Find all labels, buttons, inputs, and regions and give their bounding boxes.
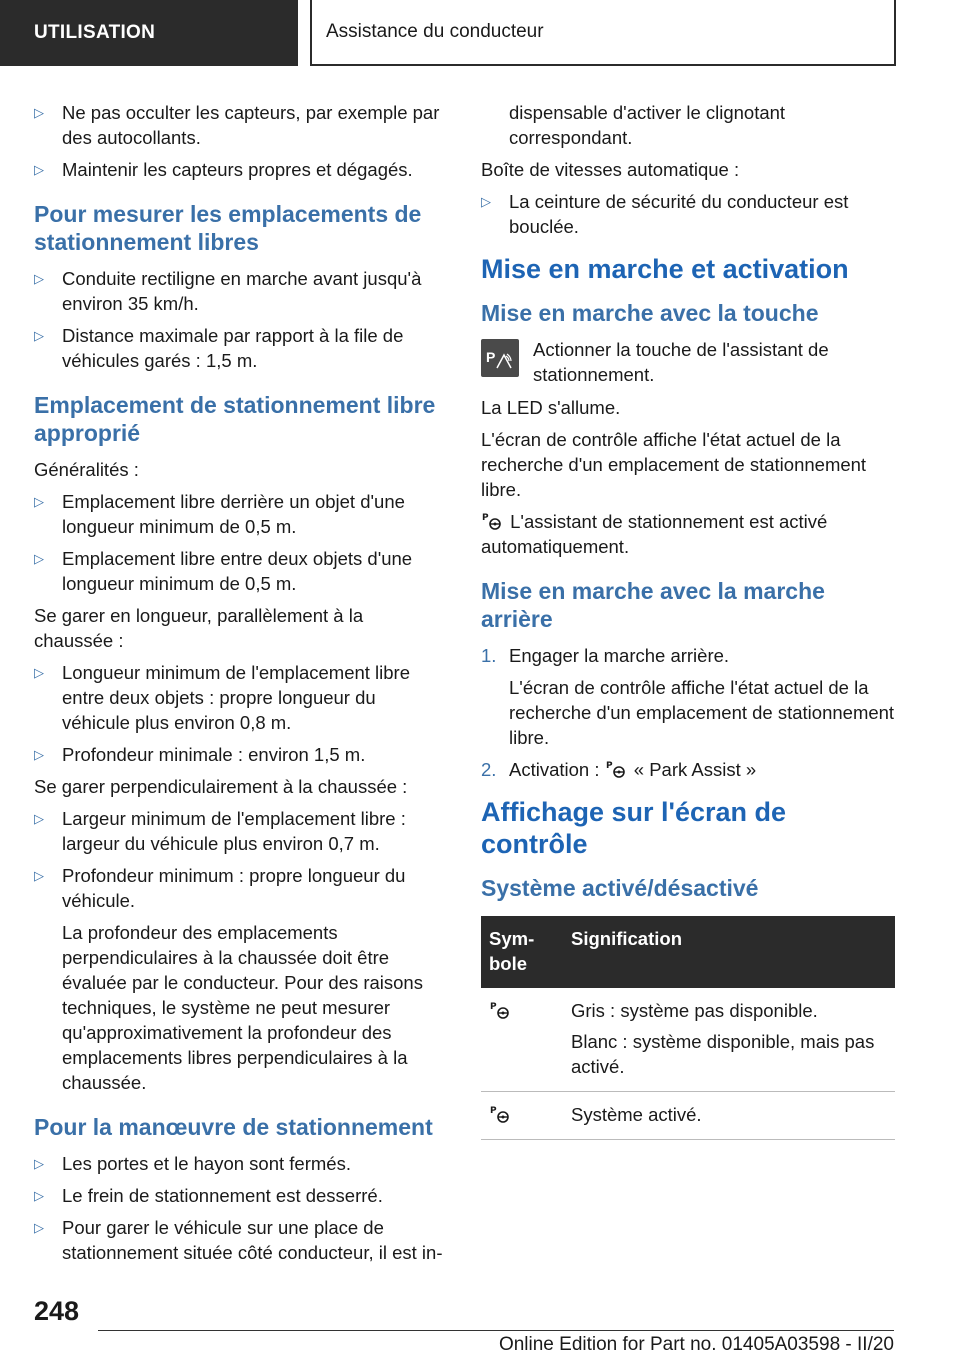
triangle-bullet-icon: ▷ <box>34 868 44 883</box>
list-item: ▷ Le frein de stationnement est desserré. <box>34 1185 383 1206</box>
park-assist-icon <box>605 759 629 779</box>
list-item: ▷ Emplacement libre derrière un objet d'une longueur minimum de 0,5 m. <box>34 491 405 537</box>
table-header-symbol: Sym- bole <box>481 916 563 988</box>
list-item: ▷ Largeur minimum de l'emplacement libre : largeur du véhicule plus environ 0,7 m. <box>34 808 406 854</box>
footer-divider <box>98 1330 894 1331</box>
list-item: ▷ Distance maximale par rapport à la file de véhicules garés : 1,5 m. <box>34 325 404 371</box>
footer-edition: Online Edition for Part no. 01405A03598 - II/20 <box>498 1334 894 1355</box>
paragraph-auto: L'assistant de stationnement est activé automatiquement. <box>481 511 828 557</box>
park-assist-active-icon <box>489 1104 513 1124</box>
table-cell-symbol <box>481 988 563 1092</box>
heading-mise-en-marche: Mise en marche et activation <box>481 254 849 284</box>
paragraph: L'écran de contrôle affiche l'état actuel de la recherche d'un emplacement de stationnement libre. <box>481 429 867 500</box>
table-cell-meaning: Système activé. <box>563 1092 895 1140</box>
list-item: 1. Engager la marche arrière. <box>481 645 730 666</box>
triangle-bullet-icon: ▷ <box>34 551 44 566</box>
paragraph: Actionner la touche de l'assistant de stationnement. <box>533 339 829 385</box>
table-cell-symbol <box>481 1092 563 1140</box>
symbol-table <box>481 916 895 1140</box>
park-assist-button-icon: P <box>481 339 519 377</box>
triangle-bullet-icon: ▷ <box>481 194 491 209</box>
triangle-bullet-icon: ▷ <box>34 665 44 680</box>
list-item: ▷ La ceinture de sécurité du conducteur est bouclée. <box>481 191 849 237</box>
heading-affichage: Affichage sur l'écran de contrôle <box>481 797 787 859</box>
heading-touche: Mise en marche avec la touche <box>481 300 819 326</box>
triangle-bullet-icon: ▷ <box>34 494 44 509</box>
table-row <box>481 988 895 1092</box>
step-subtext: L'écran de contrôle affiche l'état actuel de la recherche d'un emplacement de stationnement libre. <box>509 677 895 748</box>
triangle-bullet-icon: ▷ <box>34 162 44 177</box>
right-column <box>481 100 895 1140</box>
park-button-row <box>481 337 895 387</box>
heading-systeme: Système activé/désactivé <box>481 875 759 901</box>
bullet-continuation: dispensable d'activer le clignotant correspondant. <box>509 102 786 148</box>
paragraph: Se garer en longueur, parallèlement à la chaussée : <box>34 605 364 651</box>
heading-marche-arriere: Mise en marche avec la marche arrière <box>481 578 825 632</box>
triangle-bullet-icon: ▷ <box>34 271 44 286</box>
left-column <box>34 100 446 1272</box>
heading-mesurer: Pour mesurer les emplacements de stationnement libres <box>34 201 422 255</box>
header-title: Assistance du conducteur <box>310 0 896 66</box>
table-header-meaning: Signification <box>563 916 895 988</box>
bullet-subtext: La profondeur des emplacements perpendiculaires à la chaussée doit être évaluée par le conducteur. Pour des raisons techniques, le système ne peut mesurer qu'approximativement la profondeur des emplacements libres perpendiculaires à la chaussée. <box>62 922 423 1093</box>
table-cell-meaning: Gris : système pas disponible. Blanc : système disponible, mais pas activé. <box>563 988 895 1092</box>
list-item: ▷ Pour garer le véhicule sur une place de stationnement située côté conducteur, il est in- <box>34 1217 443 1263</box>
triangle-bullet-icon: ▷ <box>34 1188 44 1203</box>
triangle-bullet-icon: ▷ <box>34 105 44 120</box>
list-item: ▷ Profondeur minimale : environ 1,5 m. <box>34 744 366 765</box>
list-item: ▷ Ne pas occulter les capteurs, par exemple par des autocollants. <box>34 102 440 148</box>
paragraph: Boîte de vitesses automatique : <box>481 159 740 180</box>
park-assist-icon <box>489 1000 513 1020</box>
heading-manoeuvre: Pour la manœuvre de stationnement <box>34 1114 433 1140</box>
list-item: ▷ Profondeur minimum : propre longueur du véhicule. <box>34 865 406 911</box>
list-item: ▷ Conduite rectiligne en marche avant jusqu'à environ 35 km/h. <box>34 268 422 314</box>
triangle-bullet-icon: ▷ <box>34 747 44 762</box>
park-assist-icon <box>481 511 505 531</box>
list-item: ▷ Emplacement libre entre deux objets d'une longueur minimum de 0,5 m. <box>34 548 413 594</box>
triangle-bullet-icon: ▷ <box>34 328 44 343</box>
page-number: 248 <box>34 1296 80 1326</box>
paragraph: La LED s'allume. <box>481 397 621 418</box>
triangle-bullet-icon: ▷ <box>34 811 44 826</box>
heading-emplacement: Emplacement de stationnement libre approprié <box>34 392 436 446</box>
paragraph: Se garer perpendiculairement à la chaussée : <box>34 776 408 797</box>
list-item: ▷ Longueur minimum de l'emplacement libre entre deux objets : propre longueur du véhicule plus environ 0,8 m. <box>34 662 411 733</box>
list-item: ▷ Les portes et le hayon sont fermés. <box>34 1153 351 1174</box>
triangle-bullet-icon: ▷ <box>34 1220 44 1235</box>
header-section: UTILISATION <box>0 0 298 66</box>
paragraph: Généralités : <box>34 459 139 480</box>
list-item: 2. Activation : « Park Assist » <box>481 759 757 780</box>
table-row <box>481 1092 895 1140</box>
triangle-bullet-icon: ▷ <box>34 1156 44 1171</box>
page-header <box>0 0 960 66</box>
list-item: ▷ Maintenir les capteurs propres et dégagés. <box>34 159 413 180</box>
